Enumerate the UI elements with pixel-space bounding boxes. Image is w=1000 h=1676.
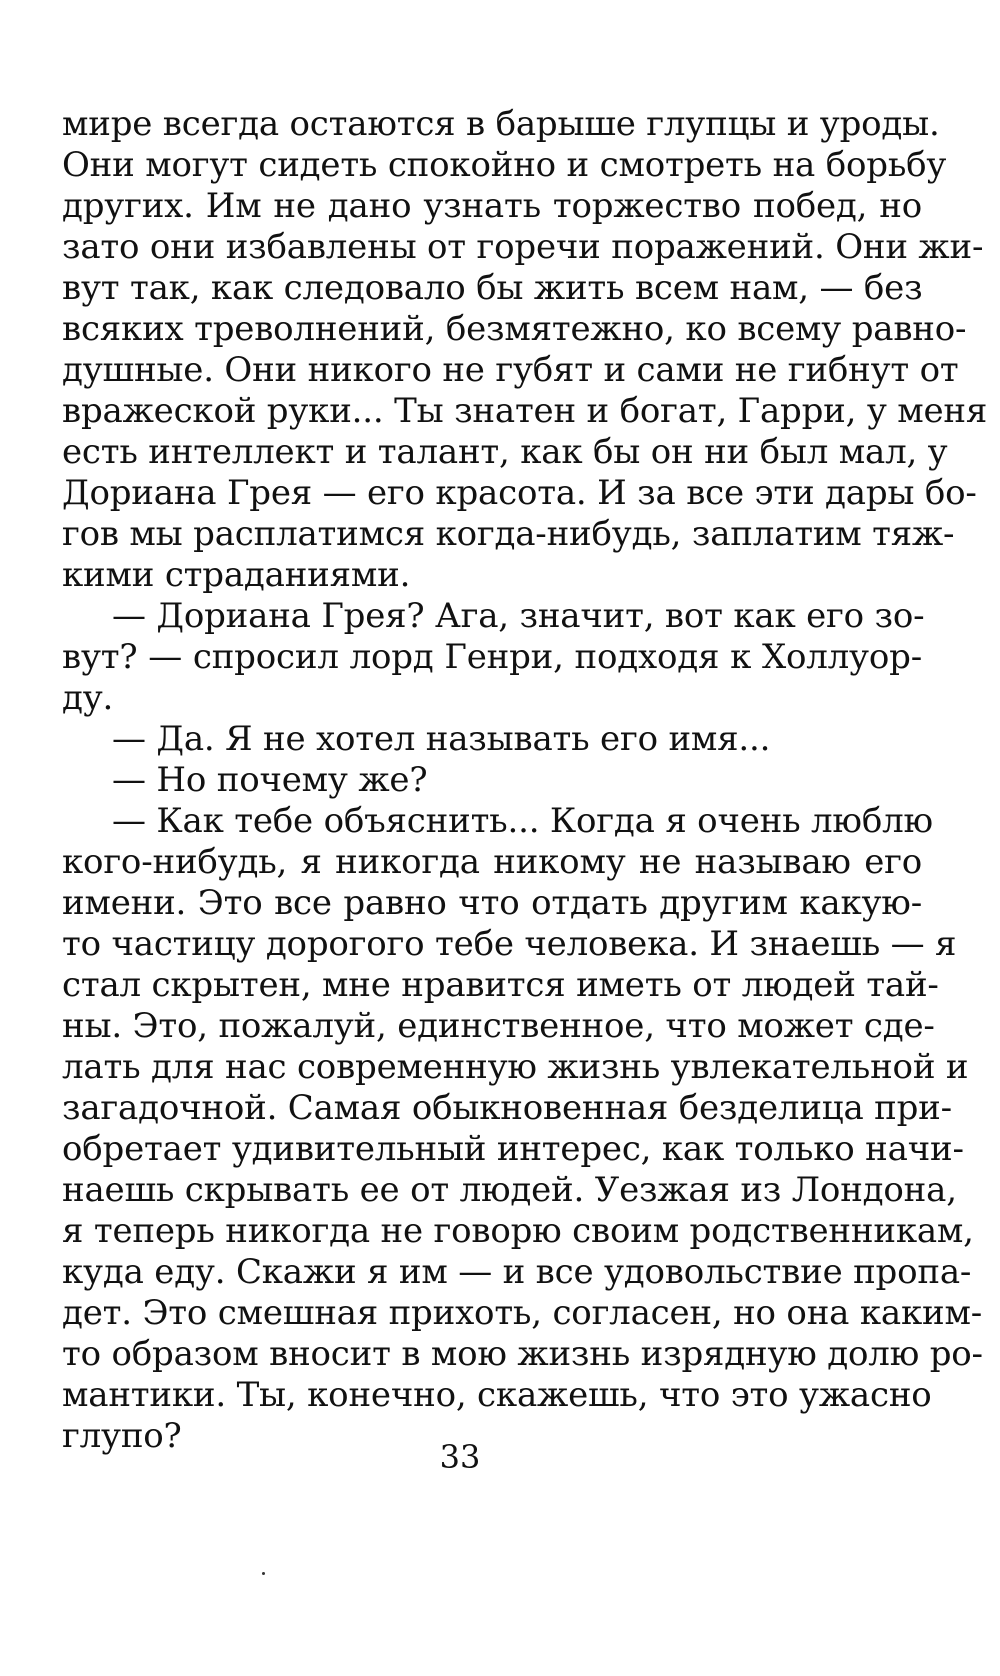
text-line: имени. Это все равно что отдать другим какую- (62, 883, 922, 923)
text-line: куда еду. Скажи я им — и все удовольствие пропа- (62, 1252, 972, 1292)
text-line: вут? — спросил лорд Генри, подходя к Холлуор- (62, 637, 922, 677)
text-line: то образом вносит в мою жизнь изрядную долю ро- (62, 1334, 983, 1374)
text-line: гов мы расплатимся когда-нибудь, заплатим тяж- (62, 514, 955, 554)
scan-speck (262, 1572, 265, 1575)
text-line: есть интеллект и талант, как бы он ни был мал, у (62, 432, 948, 472)
text-line: Они могут сидеть спокойно и смотреть на борьбу (62, 145, 947, 185)
text-line: всяких треволнений, безмятежно, ко всему равно- (62, 309, 967, 349)
text-line: глупо? (62, 1416, 182, 1456)
text-line: дет. Это смешная прихоть, согласен, но она каким- (62, 1293, 983, 1333)
text-line: кого-нибудь, я никогда никому не называю его (62, 842, 922, 882)
text-line: — Да. Я не хотел называть его имя... (112, 719, 771, 759)
text-line: вут так, как следовало бы жить всем нам, — без (62, 268, 923, 308)
text-line: стал скрытен, мне нравится иметь от людей тай- (62, 965, 939, 1005)
text-line: мантики. Ты, конечно, скажешь, что это ужасно (62, 1375, 932, 1415)
text-line: Дориана Грея — его красота. И за все эти дары бо- (62, 473, 977, 513)
text-line: то частицу дорогого тебе человека. И знаешь — я (62, 924, 957, 964)
text-line: ду. (62, 678, 114, 718)
text-line: других. Им не дано узнать торжество побед, но (62, 186, 922, 226)
text-line: — Дориана Грея? Ага, значит, вот как его зо- (112, 596, 925, 636)
text-line: — Но почему же? (112, 760, 428, 800)
text-line: наешь скрывать ее от людей. Уезжая из Лондона, (62, 1170, 957, 1210)
body-text (62, 104, 988, 1457)
text-line: ны. Это, пожалуй, единственное, что может сде- (62, 1006, 935, 1046)
text-line: вражеской руки... Ты знатен и богат, Гарри, у меня (62, 391, 988, 431)
text-line: кими страданиями. (62, 555, 411, 595)
text-line: лать для нас современную жизнь увлекательной и (62, 1047, 969, 1087)
text-line: загадочной. Самая обыкновенная безделица при- (62, 1088, 952, 1128)
page-number: 33 (439, 1438, 481, 1476)
text-line: обретает удивительный интерес, как только начи- (62, 1129, 964, 1169)
text-line: я теперь никогда не говорю своим родственникам, (62, 1211, 974, 1251)
text-line: душные. Они никого не губят и сами не гибнут от (62, 350, 959, 390)
text-line: зато они избавлены от горечи поражений. Они жи- (62, 227, 984, 267)
text-line: — Как тебе объяснить... Когда я очень люблю (112, 801, 933, 841)
text-line: мире всегда остаются в барыше глупцы и уроды. (62, 104, 940, 144)
